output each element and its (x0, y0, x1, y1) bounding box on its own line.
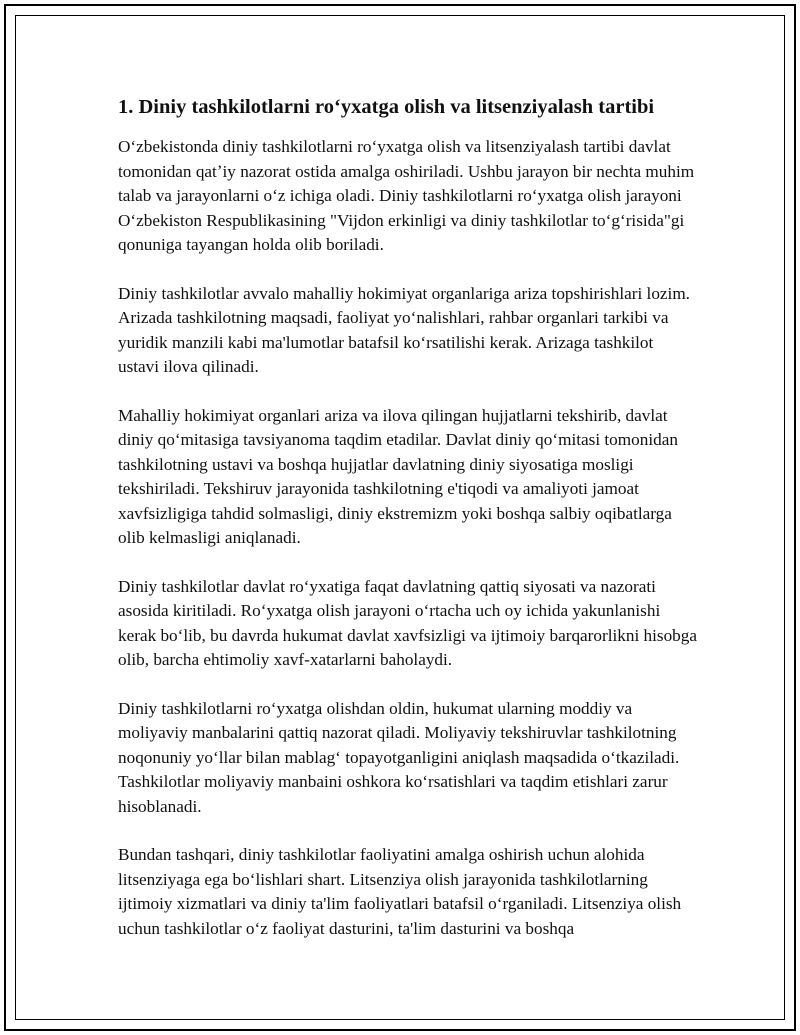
paragraph-financial-control: Diniy tashkilotlarni roʻyxatga olishdan oldin, hukumat ularning moddiy va moliyaviy manbalarini qattiq nazorat qiladi. Moliyaviy tekshiruvlar tashkilotning noqonuniy yoʻllar bilan mablagʻ topayotganligini aniqlash maqsadida oʻtkaziladi. Tashkilotlar moliyaviy manbaini oshkora koʻrsatishlari va taqdim etishlari zarur hisoblanadi. (118, 698, 680, 816)
paragraph-registration-overview: Oʻzbekistonda diniy tashkilotlarni roʻyxatga olish va litsenziyalash tartibi davlat tomonidan qatʼiy nazorat ostida amalga oshiriladi. Ushbu jarayon bir nechta muhim talab va jarayonlarni oʻz ichiga oladi. Diniy tashkilotlarni roʻyxatga olish jarayoni Oʻzbekiston Respublikasining "Vijdon erkinligi va diniy tashkilotlar toʻgʻrisida"gi qonuniga tayangan holda olib boriladi. (118, 137, 695, 254)
paragraph-licensing: Bundan tashqari, diniy tashkilotlar faoliyatini amalga oshirish uchun alohida litsenziyaga ega boʻlishlari shart. Litsenziya olish jarayonida tashkilotlarning ijtimoiy xizmatlari va diniy ta'lim faoliyatlari batafsil oʻrganiladi. Litsenziya olish uchun tashkilotlar oʻz faoliyat dasturini, ta'lim dasturini va boshqa (118, 845, 682, 938)
paragraph-state-register: Diniy tashkilotlar davlat roʻyxatiga faqat davlatning qattiq siyosati va nazorati asosida kiritiladi. Roʻyxatga olish jarayoni oʻrtacha uch oy ichida yakunlanishi kerak boʻlib, bu davrda hukumat davlat xavfsizligi va ijtimoiy barqarorlikni hisobga olib, barcha ehtimoliy xavf-xatarlarni baholaydi. (118, 576, 697, 669)
paragraph-review: Mahalliy hokimiyat organlari ariza va ilova qilingan hujjatlarni tekshirib, davlat diniy qoʻmitasiga tavsiyanoma taqdim etadilar. Davlat diniy qoʻmitasi tomonidan tashkilotning ustavi va boshqa hujjatlar davlatning diniy siyosatiga mosligi tekshiriladi. Tekshiruv jarayonida tashkilotning e'tiqodi va amaliyoti jamoat xavfsizligiga tahdid solmasligi, diniy ekstremizm yoki boshqa salbiy oqibatlarga olib kelmasligi aniqlanadi. (118, 405, 678, 547)
section-heading: 1. Diniy tashkilotlarni roʻyxatga olish va litsenziyalash tartibi (118, 96, 655, 118)
document-content (118, 94, 698, 965)
paragraph-application: Diniy tashkilotlar avvalo mahalliy hokimiyat organlariga ariza topshirishlari lozim. Arizada tashkilotning maqsadi, faoliyat yoʻnalishlari, rahbar organlari tarkibi va yuridik manzili kabi ma'lumotlar batafsil koʻrsatilishi kerak. Arizaga tashkilot ustavi ilova qilinadi. (118, 283, 690, 376)
